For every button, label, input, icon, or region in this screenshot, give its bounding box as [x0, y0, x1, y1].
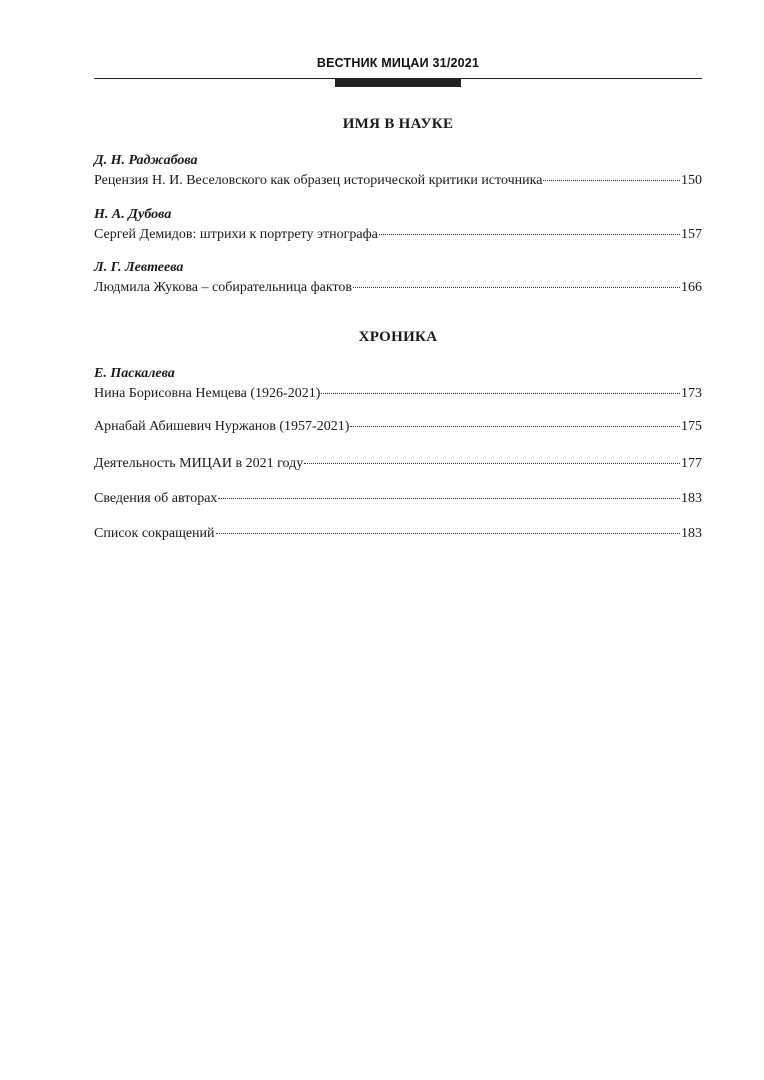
section-title-name-in-science: ИМЯ В НАУКЕ — [342, 116, 454, 132]
entry-author: Л. Г. Левтеева — [94, 260, 184, 275]
entry-page: 183 — [681, 526, 702, 541]
section-title-chronicle: ХРОНИКА — [358, 329, 438, 345]
toc-line[interactable] — [94, 454, 702, 474]
dot-leader — [543, 180, 680, 181]
toc-line[interactable] — [94, 171, 702, 191]
entry-page: 183 — [681, 491, 702, 506]
journal-title: ВЕСТНИК МИЦАИ 31/2021 — [316, 56, 480, 70]
entry-title: Нина Борисовна Немцева (1926-2021) — [94, 386, 321, 401]
toc-line[interactable] — [94, 278, 702, 298]
entry-title: Сергей Демидов: штрихи к портрету этнографа — [94, 227, 378, 242]
toc-line[interactable] — [94, 384, 702, 404]
entry-page: 177 — [681, 456, 702, 471]
toc-entry — [94, 417, 702, 437]
entry-title: Список сокращений — [94, 526, 215, 541]
toc-entry — [94, 205, 702, 245]
dot-leader — [304, 463, 680, 464]
header-bar-accent — [335, 79, 461, 87]
dot-leader — [353, 287, 680, 288]
toc-line[interactable] — [94, 524, 702, 544]
dot-leader — [216, 533, 680, 534]
dot-leader — [379, 234, 680, 235]
entry-page: 173 — [681, 386, 702, 401]
entry-title: Рецензия Н. И. Веселовского как образец исторической критики источника — [94, 173, 543, 188]
toc-entry — [94, 524, 702, 544]
toc-entry — [94, 258, 702, 298]
entry-title: Сведения об авторах — [94, 491, 218, 506]
toc-entry — [94, 454, 702, 474]
dot-leader — [218, 498, 680, 499]
dot-leader — [321, 393, 680, 394]
toc-entry — [94, 151, 702, 191]
entry-page: 157 — [681, 227, 702, 242]
entry-author: Н. А. Дубова — [94, 207, 172, 222]
toc-entry — [94, 489, 702, 509]
dot-leader — [350, 426, 680, 427]
toc-entry — [94, 364, 702, 404]
entry-author: Е. Паскалева — [94, 366, 175, 381]
entry-title: Людмила Жукова – собирательница фактов — [94, 280, 353, 295]
entry-author: Д. Н. Раджабова — [94, 153, 198, 168]
entry-page: 150 — [681, 173, 702, 188]
toc-line[interactable] — [94, 225, 702, 245]
toc-line[interactable] — [94, 417, 702, 437]
entry-page: 175 — [681, 419, 702, 434]
entry-page: 166 — [681, 280, 702, 295]
toc-line[interactable] — [94, 489, 702, 509]
entry-title: Деятельность МИЦАИ в 2021 году — [94, 456, 304, 471]
entry-title: Арнабай Абишевич Нуржанов (1957-2021) — [94, 419, 350, 434]
